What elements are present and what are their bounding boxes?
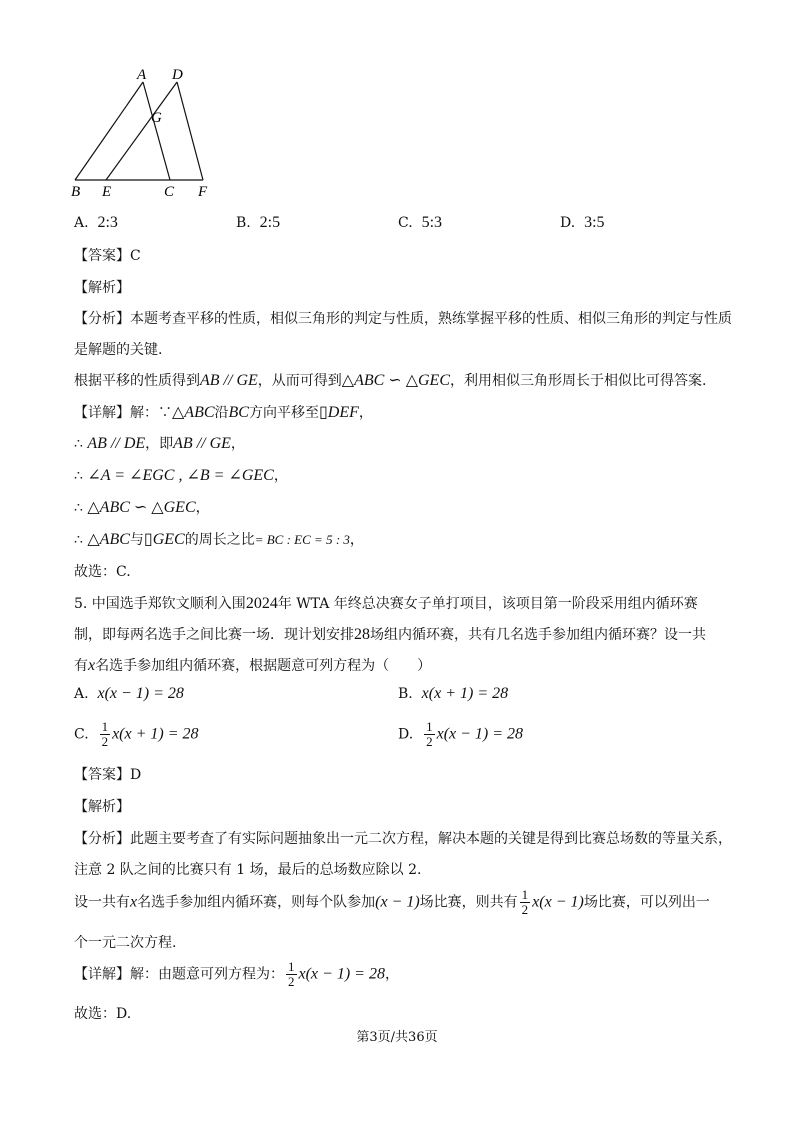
text: ，	[230, 436, 245, 452]
q4-step2	[74, 465, 288, 485]
text: ，从而可得到	[257, 373, 342, 389]
text: 5. 中国选手郑钦文顺利入围	[74, 596, 246, 612]
therefore-symbol: ∴	[74, 436, 83, 452]
q5-option-b	[398, 685, 508, 703]
detail-label: 【详解】	[74, 966, 130, 983]
math: AB // DE	[87, 435, 146, 452]
fraction	[520, 888, 531, 917]
text: 制，即每两名选手之间比赛一场．现计划安排	[74, 627, 354, 643]
q4-fenxi-line1	[74, 308, 732, 328]
answer-label: 【答案】	[74, 248, 130, 264]
fraction	[286, 960, 297, 989]
answer-label: 【答案】	[74, 767, 130, 783]
q5-stem-line2	[74, 624, 706, 644]
q5-option-c	[74, 720, 199, 749]
q4-option-c	[398, 214, 442, 232]
q5-fenxi-line2: 注意 2 队之间的比赛只有 1 场，最后的总场数应除以 2.	[74, 862, 422, 878]
answer-value: D	[130, 767, 142, 783]
label-a: A	[137, 67, 147, 83]
text: 年 WTA 年终总决赛女子单打项目，该项目第一阶段采用组内循环赛	[277, 596, 698, 612]
math: x(x − 1) = 28	[298, 965, 385, 983]
therefore-symbol: ∴	[74, 500, 83, 516]
math: ▯DEF	[318, 404, 359, 421]
option-equation: x(x + 1) = 28	[112, 725, 199, 743]
option-label: A.	[74, 215, 89, 231]
option-label: C.	[74, 726, 89, 743]
q5-reasoning-line2: 个一元二次方程.	[74, 935, 177, 951]
fenxi-text: 此题主要考查了有实际问题抽象出一元二次方程，解决本题的关键是得到比赛总场数的等量关系，	[130, 831, 732, 847]
q5-option-a	[74, 685, 184, 703]
q5-choose: 故选：D.	[74, 1006, 132, 1022]
option-equation: x(x − 1) = 28	[436, 725, 524, 743]
denominator: 2	[101, 734, 109, 749]
math: △ABC	[172, 404, 215, 421]
label-g: G	[151, 110, 162, 126]
numerator: 1	[288, 959, 295, 974]
math: (x − 1)	[375, 893, 420, 911]
q5-detail-line	[74, 960, 399, 989]
option-label: A.	[74, 686, 89, 702]
text: ，利用相似三角形周长于相似比可得答案.	[450, 373, 707, 389]
q5-reasoning-line	[74, 888, 710, 917]
option-value: 3:5	[584, 214, 605, 231]
q4-fenxi-line2: 是解题的关键.	[74, 342, 163, 358]
label-e: E	[102, 184, 112, 200]
text: 名选手参加组内循环赛，则每个队参加	[137, 894, 376, 911]
text: 与	[129, 532, 144, 548]
option-label: D.	[560, 215, 576, 231]
text: 名选手参加组内循环赛，根据题意可列方程为（ ）	[95, 658, 432, 674]
therefore-symbol: ∴	[74, 468, 83, 484]
year: 2024	[245, 595, 278, 612]
fraction	[100, 720, 111, 749]
text: 解：由题意可列方程为：	[130, 966, 284, 983]
text: 方向平移至	[248, 405, 319, 421]
segment-df	[177, 82, 203, 180]
text: 沿	[214, 405, 229, 421]
text: 的周长之比	[184, 532, 255, 548]
text: 设一共有	[74, 894, 130, 911]
math: = BC : EC = 5 : 3	[254, 532, 350, 547]
text: ，	[384, 966, 399, 983]
option-value: 2:5	[259, 214, 281, 231]
therefore-symbol: ∴	[74, 532, 83, 548]
option-equation: x(x + 1) = 28	[421, 685, 509, 702]
math: △ABC ∽ △GEC	[87, 499, 196, 516]
text: 解：∵	[130, 405, 172, 421]
fenxi-label: 【分析】	[74, 831, 130, 847]
detail-label: 【详解】	[74, 405, 130, 421]
q4-reasoning-line	[74, 370, 706, 390]
text: ，	[195, 500, 210, 516]
text: ，	[349, 532, 364, 548]
option-label: C.	[398, 215, 413, 231]
q4-detail-line	[74, 402, 373, 422]
fenxi-label: 【分析】	[74, 311, 130, 327]
denominator: 2	[288, 974, 295, 989]
label-d: D	[172, 67, 183, 83]
number: 28	[354, 626, 370, 643]
q4-choose: 故选：C.	[74, 564, 131, 580]
math: AB // GE	[200, 372, 258, 389]
numerator: 1	[101, 719, 109, 734]
math: △ABC ∽ △GEC	[341, 372, 450, 389]
label-c: C	[164, 184, 175, 200]
option-label: B.	[398, 686, 413, 702]
text: 场比赛，则共有	[419, 894, 518, 911]
q4-analysis-heading: 【解析】	[74, 280, 130, 296]
math: x(x − 1)	[532, 893, 584, 911]
q5-fenxi-line1	[74, 828, 732, 848]
math: x	[130, 893, 138, 911]
math: △ABC	[87, 531, 130, 548]
label-b: B	[71, 184, 81, 200]
math: x	[88, 657, 96, 674]
q4-option-a	[74, 214, 118, 232]
math: ▯GEC	[143, 531, 185, 548]
math: BC	[228, 404, 249, 421]
q4-answer	[74, 245, 141, 265]
math: ∠A = ∠EGC , ∠B = ∠GEC	[87, 467, 274, 484]
text: 场组内循环赛，共有几名选手参加组内循环赛？设一共	[370, 627, 706, 643]
q5-stem-line1	[74, 593, 698, 613]
q5-stem-line3	[74, 655, 431, 675]
segment-ab	[75, 82, 143, 180]
page-footer: 第3页/共36页	[356, 1030, 438, 1045]
triangle-figure	[60, 60, 230, 205]
text: 场比赛，可以列出一	[583, 894, 710, 911]
q4-step4	[74, 529, 364, 549]
text: ，	[358, 405, 373, 421]
label-f: F	[198, 184, 208, 200]
numerator: 1	[521, 887, 529, 902]
text: ，即	[145, 436, 174, 452]
text: ，	[273, 468, 288, 484]
denominator: 2	[426, 734, 433, 749]
q4-option-b	[236, 214, 280, 232]
numerator: 1	[426, 719, 433, 734]
answer-value: C	[130, 248, 141, 264]
text: 有	[74, 658, 88, 674]
q5-option-d	[398, 720, 523, 749]
option-label: D.	[398, 726, 414, 743]
fenxi-text: 本题考查平移的性质，相似三角形的判定与性质，熟练掌握平移的性质、相似三角形的判定与性质	[130, 311, 732, 327]
q4-step1	[74, 433, 245, 453]
q5-answer	[74, 764, 141, 784]
math: AB // GE	[173, 435, 231, 452]
text: 根据平移的性质得到	[74, 373, 200, 389]
option-value: 2:3	[97, 214, 118, 231]
q4-option-d	[560, 214, 605, 232]
option-value: 5:3	[421, 214, 443, 231]
q5-analysis-heading: 【解析】	[74, 799, 130, 815]
option-label: B.	[236, 215, 251, 231]
q4-step3	[74, 497, 210, 517]
option-equation: x(x − 1) = 28	[97, 685, 184, 702]
denominator: 2	[521, 902, 529, 917]
fraction	[424, 720, 435, 749]
